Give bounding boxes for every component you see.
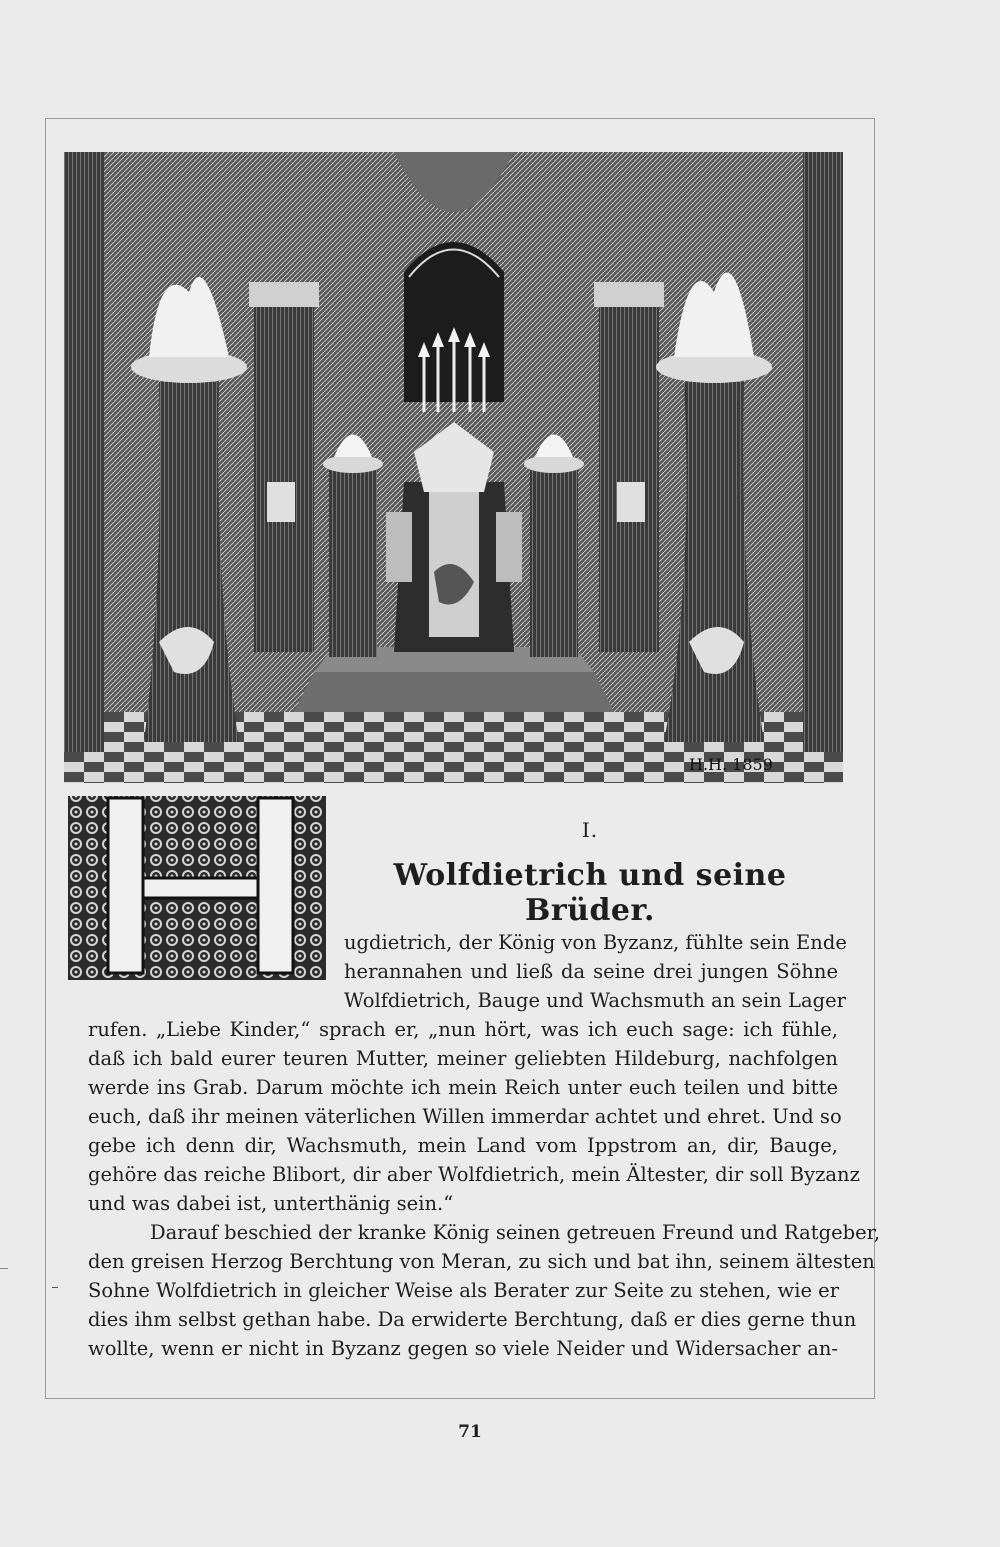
decorated-initial (68, 788, 326, 988)
edge-mark (0, 1268, 8, 1269)
text-line: rufen. „Liebe Kinder,“ sprach er, „nun hört, was ich euch sage: ich fühle, (88, 1018, 838, 1041)
chapter-number: I. (581, 818, 599, 842)
text-line: Wolfdietrich, Bauge und Wachsmuth an sein Lager (344, 989, 846, 1012)
throne-hall-illustration (64, 152, 843, 783)
text-line: werde ins Grab. Darum möchte ich mein Reich unter euch teilen und bitte (88, 1076, 838, 1099)
text-line: herannahen und ließ da seine drei jungen Söhne (344, 960, 838, 983)
paragraph2 (88, 1218, 881, 1363)
margin-mark (52, 1287, 58, 1288)
paragraph1-full-lines (88, 1015, 860, 1218)
page-number: 71 (458, 1422, 482, 1442)
text-line: ugdietrich, der König von Byzanz, fühlte sein Ende (344, 931, 847, 954)
pillar-back-right (530, 467, 578, 657)
text-line: Sohne Wolfdietrich in gleicher Weise als Berater zur Seite zu stehen, wie er (88, 1279, 840, 1302)
text-line: und was dabei ist, unterthänig sein.“ (88, 1192, 454, 1215)
pillar-back-left (329, 467, 377, 657)
text-line: dies ihm selbst gethan habe. Da erwiderte Berchtung, daß er dies gerne thun (88, 1308, 857, 1331)
text-line: euch, daß ihr meinen väterlichen Willen immerdar achtet und ehret. Und so (88, 1105, 842, 1128)
throne-steps (294, 672, 614, 712)
text-line: gehöre das reiche Blibort, dir aber Wolfdietrich, mein Ältester, dir soll Byzanz (88, 1163, 860, 1186)
text-line: Darauf beschied der kranke König seinen getreuen Freund und Ratgeber, (150, 1221, 881, 1244)
pillar-mid-left (254, 302, 314, 652)
pillar-mid-right (599, 302, 659, 652)
chapter-title: Wolfdietrich und seine Brüder. (393, 858, 787, 928)
text-line: den greisen Herzog Berchtung von Meran, zu sich und bat ihn, seinem ältesten (88, 1250, 875, 1273)
illustration-signature: H.H. 1859 (689, 755, 773, 774)
text-line: daß ich bald eurer teuren Mutter, meiner geliebten Hildeburg, nachfolgen (88, 1047, 838, 1070)
text-line: wollte, wenn er nicht in Byzanz gegen so viele Neider und Widersacher an- (88, 1337, 838, 1360)
paragraph1-short-lines (344, 928, 847, 1015)
text-line: gebe ich denn dir, Wachsmuth, mein Land vom Ippstrom an, dir, Bauge, (88, 1134, 838, 1157)
